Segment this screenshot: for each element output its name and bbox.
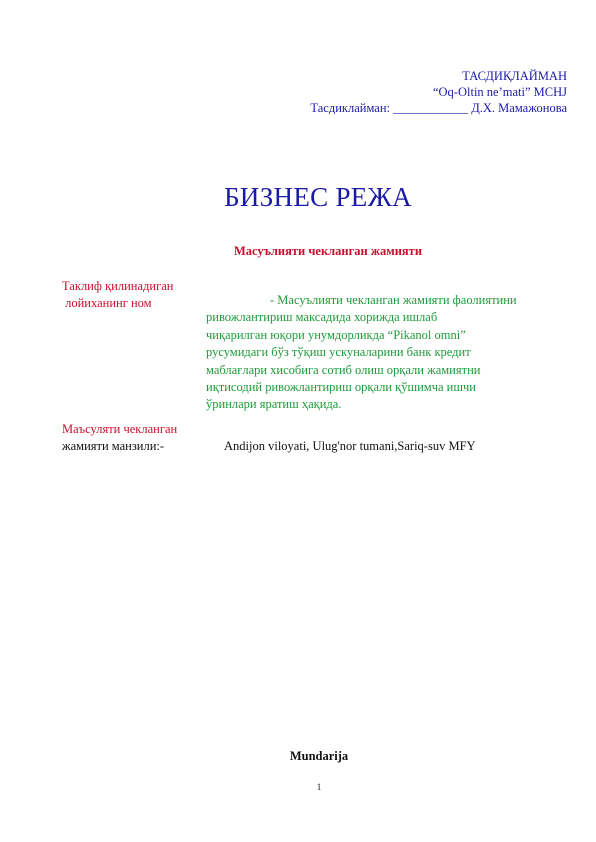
document-title: БИЗНЕС РЕЖА (224, 182, 412, 212)
address-label-line-2: жамияти манзили:- (62, 439, 165, 453)
project-description-line: чиқарилган юқори унумдорликда “Pikanol omni” (206, 327, 466, 342)
approval-company: “Oq-Oltin ne’mati” MCHJ (432, 85, 567, 99)
page-number: 1 (316, 782, 322, 792)
project-description-line: русумидаги бўз тўқиш ускуналарини банк кредит (206, 345, 471, 360)
address-value: Andijon viloyati, Ulug'nor tumani,Sariq-suv MFY (224, 439, 476, 453)
contents-heading: Mundarija (289, 749, 349, 763)
approval-signer-name: Д.Х. Мамажонова (471, 101, 567, 115)
project-description (206, 292, 566, 414)
approval-signer-prefix: Тасдиклайман: ____________ (310, 101, 472, 115)
approval-block (310, 68, 567, 116)
project-description-line: ривожлантириш максадида хорижда ишлаб (206, 310, 438, 325)
project-description-line: маблағлари хисобига сотиб олиш орқали жамиятни (206, 362, 481, 377)
approval-heading: ТАСДИҚЛАЙМАН (462, 69, 567, 83)
project-description-line: ўринлари яратиш ҳақида. (206, 397, 342, 412)
project-label-line-1: Таклиф қилинадиган (62, 279, 174, 293)
project-name-label (62, 278, 173, 312)
document-subtitle: Масуълияти чекланган жамияти (233, 244, 423, 258)
address-label-line-1: Маъсуляти чекланган (62, 422, 178, 436)
project-description-line: - Масуълияти чекланган жамияти фаолиятини (270, 293, 517, 307)
project-label-line-2: лойиханинг ном (62, 296, 152, 310)
address-label (62, 421, 177, 455)
project-description-line: иқтисодий ривожлантириш орқали қўшимча ишчи (206, 380, 476, 395)
approval-signer (310, 100, 567, 116)
